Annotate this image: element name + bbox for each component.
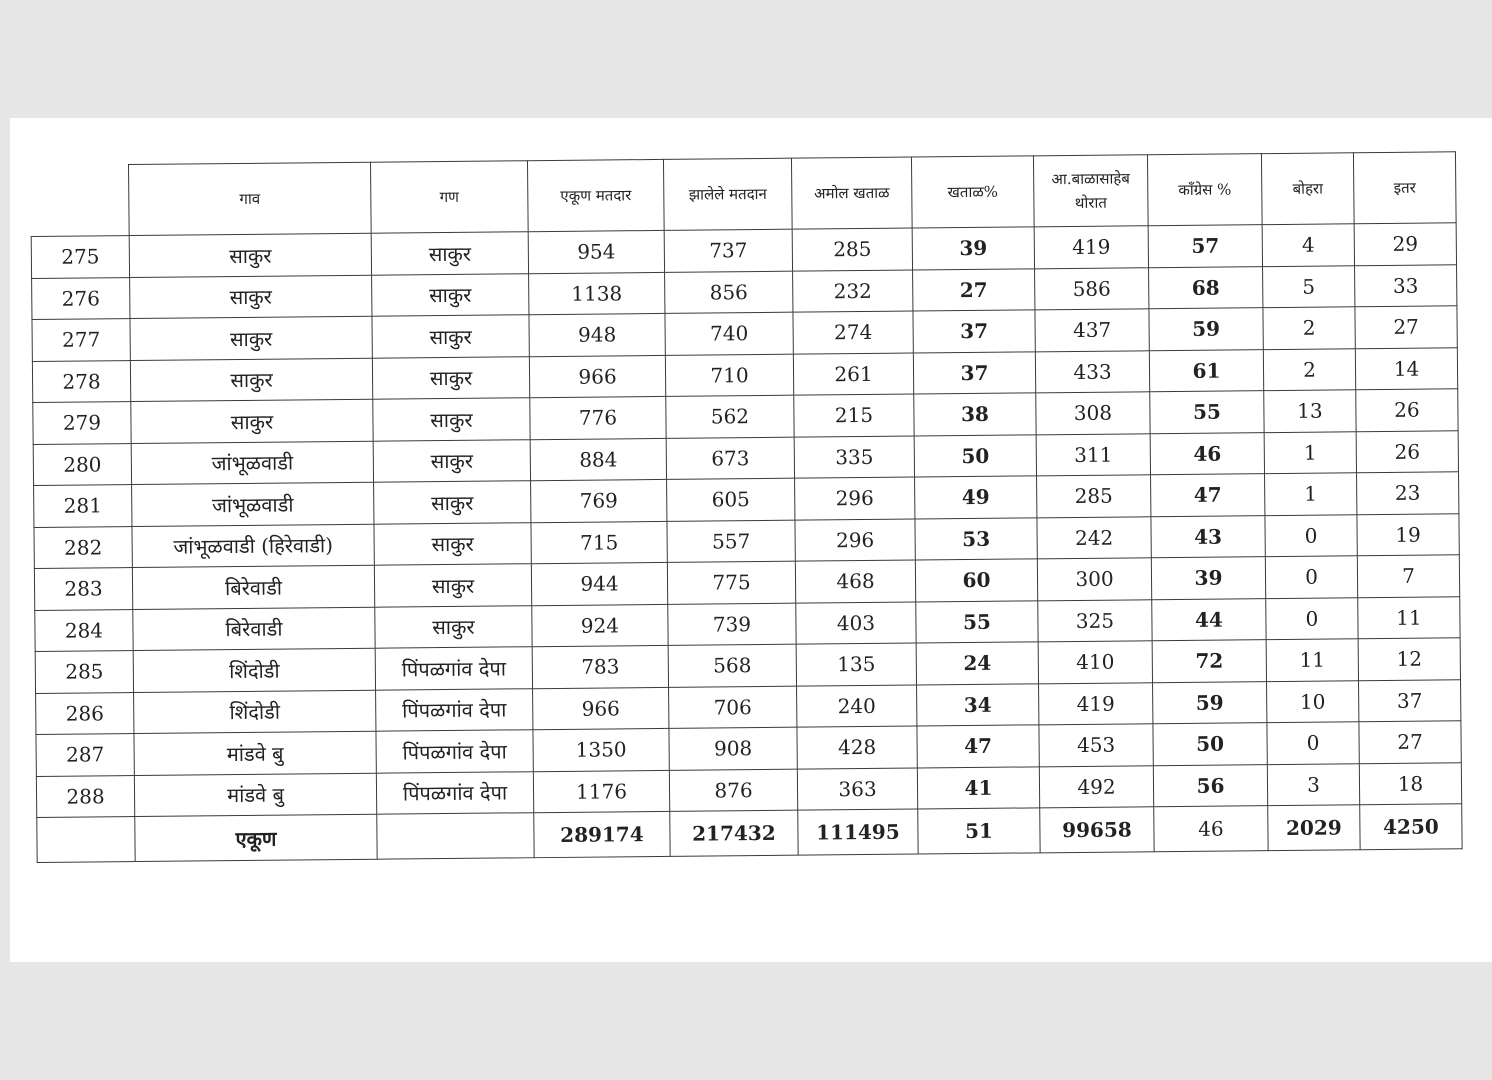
bohra-cell: 1 — [1264, 431, 1356, 473]
congress-percent-cell: 55 — [1150, 391, 1264, 434]
khatal-percent-cell: 47 — [917, 725, 1039, 768]
serial-cell: 281 — [34, 485, 132, 527]
village-cell: जांभूळवाडी — [132, 482, 374, 526]
serial-cell: 279 — [33, 402, 131, 444]
header-votes-cast: झालेले मतदान — [663, 158, 792, 230]
others-cell: 19 — [1357, 513, 1459, 555]
total-village-cell: एकूण — [135, 814, 377, 861]
bohra-cell: 0 — [1267, 722, 1359, 764]
khatal-percent-cell: 49 — [915, 476, 1037, 519]
village-cell: बिरेवाडी — [132, 565, 374, 609]
others-cell: 37 — [1359, 679, 1461, 721]
congress-percent-cell: 43 — [1151, 515, 1265, 558]
header-bohra: बोहरा — [1261, 153, 1354, 225]
total-voters-cell: 954 — [528, 230, 664, 273]
total-voters-cell: 944 — [531, 562, 667, 605]
others-cell: 33 — [1355, 264, 1457, 306]
village-cell: मांडवे बु — [134, 773, 376, 817]
serial-cell: 278 — [32, 360, 130, 402]
total-others-cell: 4250 — [1360, 804, 1462, 850]
header-serial — [31, 165, 130, 237]
gan-cell: साकुर — [375, 605, 532, 648]
bohra-cell: 1 — [1265, 473, 1357, 515]
village-cell: साकुर — [130, 358, 372, 402]
votes-cast-cell: 740 — [665, 312, 793, 355]
votes-cast-cell: 710 — [665, 354, 793, 397]
congress-percent-cell: 57 — [1148, 225, 1262, 268]
khatal-votes-cell: 296 — [795, 519, 915, 562]
bohra-cell: 4 — [1262, 224, 1354, 266]
others-cell: 18 — [1359, 762, 1461, 804]
header-gan: गण — [370, 161, 528, 234]
congress-percent-cell: 72 — [1152, 640, 1266, 683]
bohra-cell: 11 — [1266, 639, 1358, 681]
table-body — [31, 223, 1462, 863]
votes-cast-cell: 706 — [669, 686, 797, 729]
total-serial-cell — [37, 817, 135, 863]
others-cell: 27 — [1359, 721, 1461, 763]
congress-percent-cell: 47 — [1151, 474, 1265, 517]
village-cell: साकुर — [129, 233, 371, 277]
thorat-votes-cell: 285 — [1037, 475, 1151, 518]
total-khatal-percent-cell: 51 — [918, 808, 1040, 854]
others-cell: 26 — [1356, 430, 1458, 472]
total-voters-cell: 783 — [532, 645, 668, 688]
votes-cast-cell: 908 — [669, 727, 797, 770]
votes-cast-cell: 673 — [666, 437, 794, 480]
village-cell: साकुर — [130, 275, 372, 319]
total-voters-cell: 769 — [531, 479, 667, 522]
village-cell: साकुर — [130, 316, 372, 360]
gan-cell: साकुर — [372, 356, 529, 399]
total-voters-cell: 948 — [529, 313, 665, 356]
votes-cast-cell: 739 — [668, 603, 796, 646]
others-cell: 12 — [1358, 638, 1460, 680]
khatal-percent-cell: 60 — [915, 559, 1037, 602]
total-khatal-votes-cell: 111495 — [798, 809, 918, 855]
village-cell: बिरेवाडी — [133, 607, 375, 651]
header-village: गाव — [129, 162, 372, 235]
total-thorat-votes-cell: 99658 — [1040, 807, 1154, 853]
khatal-votes-cell: 403 — [796, 602, 916, 645]
thorat-votes-cell: 300 — [1037, 558, 1151, 601]
total-voters-cell: 1176 — [533, 770, 669, 813]
header-congress-percent: कॉंग्रेस % — [1147, 154, 1262, 226]
votes-cast-cell: 568 — [668, 644, 796, 687]
header-total-voters: एकूण मतदार — [527, 159, 664, 231]
khatal-votes-cell: 261 — [793, 353, 913, 396]
others-cell: 7 — [1357, 555, 1459, 597]
gan-cell: पिंपळगांव देपा — [376, 730, 533, 773]
gan-cell: साकुर — [371, 232, 528, 275]
header-others: इतर — [1353, 152, 1456, 224]
congress-percent-cell: 56 — [1153, 764, 1267, 807]
serial-cell: 286 — [36, 692, 134, 734]
votes-cast-cell: 557 — [667, 520, 795, 563]
serial-cell: 283 — [34, 568, 132, 610]
serial-cell: 282 — [34, 526, 132, 568]
serial-cell: 287 — [36, 734, 134, 776]
gan-cell: साकुर — [372, 273, 529, 316]
serial-cell: 276 — [32, 277, 130, 319]
village-cell: शिंदोडी — [134, 690, 376, 734]
votes-cast-cell: 737 — [664, 229, 792, 272]
total-voters-cell: 1138 — [529, 272, 665, 315]
total-voters-cell: 884 — [530, 438, 666, 481]
khatal-percent-cell: 38 — [914, 393, 1036, 436]
thorat-votes-cell: 437 — [1035, 309, 1149, 352]
congress-percent-cell: 68 — [1149, 266, 1263, 309]
gan-cell: पिंपळगांव देपा — [376, 688, 533, 731]
khatal-votes-cell: 240 — [797, 685, 917, 728]
gan-cell: साकुर — [374, 564, 531, 607]
khatal-votes-cell: 468 — [795, 560, 915, 603]
khatal-percent-cell: 37 — [913, 310, 1035, 353]
thorat-votes-cell: 242 — [1037, 516, 1151, 559]
gan-cell: साकुर — [373, 398, 530, 441]
khatal-percent-cell: 37 — [913, 351, 1035, 394]
serial-cell: 280 — [33, 443, 131, 485]
khatal-votes-cell: 363 — [797, 768, 917, 811]
serial-cell: 277 — [32, 319, 130, 361]
total-total-voters-cell: 289174 — [534, 811, 670, 857]
thorat-votes-cell: 419 — [1034, 226, 1148, 269]
khatal-votes-cell: 232 — [793, 270, 913, 313]
serial-cell: 284 — [35, 609, 133, 651]
khatal-votes-cell: 285 — [792, 228, 912, 271]
votes-cast-cell: 605 — [667, 478, 795, 521]
total-voters-cell: 1350 — [533, 728, 669, 771]
congress-percent-cell: 61 — [1149, 349, 1263, 392]
thorat-votes-cell: 433 — [1035, 350, 1149, 393]
total-voters-cell: 715 — [531, 521, 667, 564]
khatal-percent-cell: 53 — [915, 517, 1037, 560]
bohra-cell: 0 — [1265, 556, 1357, 598]
village-cell: शिंदोडी — [133, 648, 375, 692]
village-cell: मांडवे बु — [134, 731, 376, 775]
others-cell: 27 — [1355, 306, 1457, 348]
congress-percent-cell: 59 — [1153, 681, 1267, 724]
gan-cell: साकुर — [373, 439, 530, 482]
total-voters-cell: 966 — [529, 355, 665, 398]
gan-cell: साकुर — [374, 481, 531, 524]
khatal-votes-cell: 215 — [794, 394, 914, 437]
votes-cast-cell: 562 — [666, 395, 794, 438]
village-cell: साकुर — [131, 399, 373, 443]
khatal-percent-cell: 50 — [914, 434, 1036, 477]
others-cell: 23 — [1357, 472, 1459, 514]
bohra-cell: 5 — [1263, 265, 1355, 307]
votes-cast-cell: 775 — [667, 561, 795, 604]
congress-percent-cell: 44 — [1152, 598, 1266, 641]
bohra-cell: 13 — [1264, 390, 1356, 432]
others-cell: 14 — [1355, 347, 1457, 389]
thorat-votes-cell: 586 — [1035, 267, 1149, 310]
bohra-cell: 0 — [1265, 514, 1357, 556]
serial-cell: 275 — [31, 236, 129, 278]
thorat-votes-cell: 325 — [1038, 599, 1152, 642]
gan-cell: साकुर — [372, 315, 529, 358]
bohra-cell: 2 — [1263, 307, 1355, 349]
gan-cell: पिंपळगांव देपा — [376, 771, 533, 814]
khatal-votes-cell: 135 — [796, 643, 916, 686]
thorat-votes-cell: 492 — [1039, 765, 1153, 808]
khatal-percent-cell: 55 — [916, 600, 1038, 643]
congress-percent-cell: 39 — [1151, 557, 1265, 600]
khatal-percent-cell: 39 — [912, 227, 1034, 270]
bohra-cell: 2 — [1263, 348, 1355, 390]
village-cell: जांभूळवाडी (हिरेवाडी) — [132, 524, 374, 568]
khatal-votes-cell: 274 — [793, 311, 913, 354]
bohra-cell: 10 — [1267, 680, 1359, 722]
votes-cast-cell: 876 — [669, 769, 797, 812]
header-thorat: आ.बाळासाहेब थोरात — [1033, 155, 1148, 227]
table-header — [31, 152, 1457, 237]
thorat-votes-cell: 308 — [1036, 392, 1150, 435]
header-khatal-percent: खताळ% — [911, 156, 1034, 228]
others-cell: 11 — [1358, 596, 1460, 638]
khatal-votes-cell: 296 — [795, 477, 915, 520]
bohra-cell: 3 — [1267, 763, 1359, 805]
total-bohra-cell: 2029 — [1268, 805, 1360, 851]
congress-percent-cell: 59 — [1149, 308, 1263, 351]
results-table — [30, 151, 1463, 863]
total-gan-cell — [377, 813, 534, 860]
khatal-votes-cell: 335 — [794, 436, 914, 479]
khatal-percent-cell: 27 — [913, 268, 1035, 311]
others-cell: 29 — [1354, 223, 1456, 265]
khatal-percent-cell: 34 — [917, 683, 1039, 726]
khatal-percent-cell: 41 — [917, 766, 1039, 809]
thorat-votes-cell: 453 — [1039, 724, 1153, 767]
congress-percent-cell: 46 — [1150, 432, 1264, 475]
congress-percent-cell: 50 — [1153, 723, 1267, 766]
bohra-cell: 0 — [1266, 597, 1358, 639]
total-voters-cell: 924 — [532, 604, 668, 647]
total-congress-percent-cell: 46 — [1154, 806, 1268, 852]
thorat-votes-cell: 311 — [1036, 433, 1150, 476]
gan-cell: साकुर — [374, 522, 531, 565]
others-cell: 26 — [1356, 389, 1458, 431]
khatal-percent-cell: 24 — [916, 642, 1038, 685]
results-table-container — [30, 151, 1462, 863]
total-voters-cell: 966 — [533, 687, 669, 730]
total-voters-cell: 776 — [530, 396, 666, 439]
khatal-votes-cell: 428 — [797, 726, 917, 769]
total-votes-cast-cell: 217432 — [670, 810, 798, 856]
village-cell: जांभूळवाडी — [131, 441, 373, 485]
thorat-votes-cell: 410 — [1038, 641, 1152, 684]
serial-cell: 288 — [36, 775, 134, 817]
votes-cast-cell: 856 — [665, 271, 793, 314]
serial-cell: 285 — [35, 651, 133, 693]
header-row — [31, 152, 1457, 237]
gan-cell: पिंपळगांव देपा — [375, 647, 532, 690]
thorat-votes-cell: 419 — [1039, 682, 1153, 725]
header-amol-khatal: अमोल खताळ — [791, 157, 912, 229]
